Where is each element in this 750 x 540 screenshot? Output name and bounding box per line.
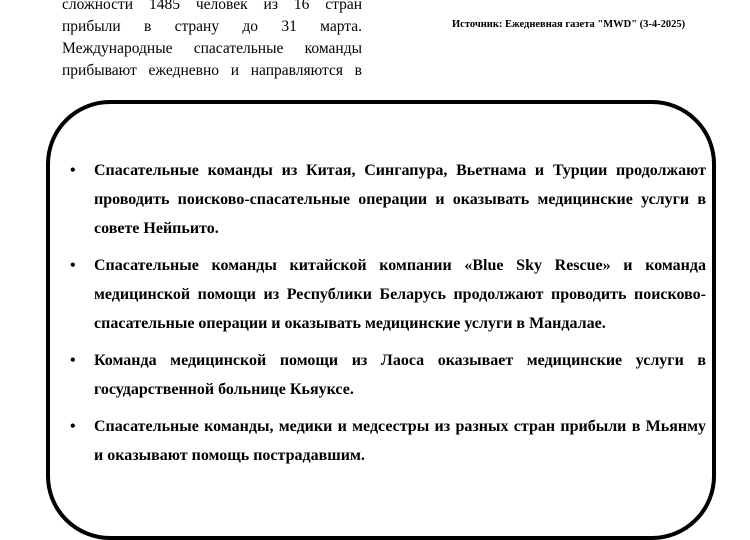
article-column — [62, 0, 362, 82]
article-line: сложности 1485 человек из 16 стран — [62, 0, 362, 13]
bullet-item: • Спасательные команды китайской компании «Blue Sky Rescue» и команда медицинской помощи из Республики Беларусь продолжают проводить поисково-спасательные операции и оказывать медицинские услуги в Мандалае. — [94, 251, 706, 338]
source-caption: Источник: Ежедневная газета "MWD" (3-4-2025) — [452, 19, 686, 30]
callout-bullet-list — [64, 156, 706, 478]
bullet-item: • Спасательные команды, медики и медсестры из разных стран прибыли в Мьянму и оказывают помощь пострадавшим. — [94, 412, 706, 470]
article-line: прибывают ежедневно и направляются в — [62, 62, 362, 79]
bullet-item: • Команда медицинской помощи из Лаоса оказывает медицинские услуги в государственной больнице Кьяуксе. — [94, 346, 706, 404]
article-line: прибыли в страну до 31 марта. — [62, 18, 362, 35]
bullet-item: • Спасательные команды из Китая, Сингапура, Вьетнама и Турции продолжают проводить поисково-спасательные операции и оказывать медицинские услуги в совете Нейпьито. — [94, 156, 706, 243]
article-line: Международные спасательные команды — [62, 40, 362, 57]
